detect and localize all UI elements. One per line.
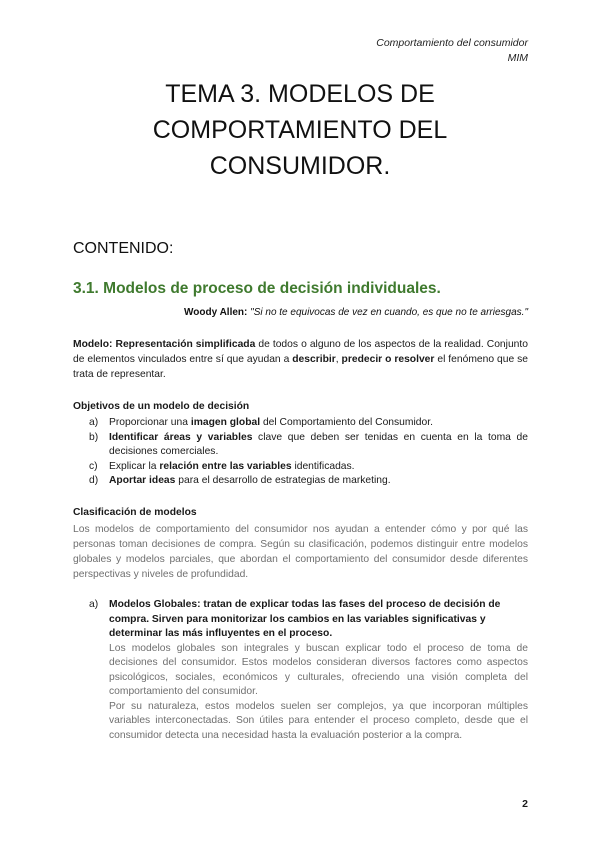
- list-item-modelos-globales: [73, 598, 528, 743]
- list-marker: d): [89, 475, 99, 486]
- modelo-term: Modelo:: [73, 339, 113, 350]
- page-number: 2: [522, 798, 528, 810]
- list-marker: a): [89, 417, 99, 428]
- list-item: b) Identificar áreas y variables clave que deben ser tenidas en cuenta en la toma de decisiones comerciales.: [89, 431, 528, 457]
- contents-heading: CONTENIDO:: [73, 240, 174, 257]
- list-marker: c): [89, 460, 98, 472]
- modelo-definition-paragraph: Modelo: Representación simplificada de todos o alguno de los aspectos de la realidad. Conjunto de elementos vinculados entre sí que ayudan a describir, predecir o resolver el fenómeno que se trata de representar.: [73, 339, 529, 380]
- clasificacion-heading: Clasificación de modelos: [73, 507, 197, 518]
- quote-author: Woody Allen:: [184, 307, 248, 318]
- list-marker: b): [89, 431, 99, 443]
- header-course: MIM: [507, 52, 528, 64]
- title-line-1: TEMA 3. MODELOS DE: [165, 80, 435, 108]
- list-item: d) Aportar ideas para el desarrollo de estrategias de marketing.: [73, 474, 528, 489]
- title-line-3: CONSUMIDOR.: [209, 152, 391, 180]
- modelos-globales-lead: Modelos Globales: tratan de explicar todas las fases del proceso de decisión de compra. Sirven para monitorizar los cambios en las variables significativas y determinar las más influyentes en el proceso.: [109, 599, 501, 639]
- modelos-globales-paragraph-2: Por su naturaleza, estos modelos suelen ser complejos, ya que incorporan múltiples variables interconectadas. Son útiles para entender el proceso completo, desde que el consumidor detecta una necesidad hasta la evaluación posterior a la compra.: [109, 700, 528, 741]
- list-item: c) Explicar la relación entre las variables identificadas.: [73, 460, 528, 475]
- section-heading: 3.1. Modelos de proceso de decisión individuales.: [73, 280, 441, 297]
- objetivos-list: [73, 416, 528, 489]
- title-line-2: COMPORTAMIENTO DEL: [152, 116, 448, 144]
- modelos-list: [73, 598, 528, 743]
- page-title: [60, 76, 540, 184]
- clasificacion-paragraph: Los modelos de comportamiento del consumidor nos ayudan a entender cómo y por qué las personas toman decisiones de compra. Según su clasificación, podemos distinguir entre modelos globales y modelos parciales, que abordan el comportamiento del consumidor desde diferentes perspectivas y niveles de profundidad.: [73, 524, 528, 580]
- objetivos-heading: Objetivos de un modelo de decisión: [73, 401, 250, 412]
- list-marker: a): [89, 599, 99, 610]
- list-item: a) Proporcionar una imagen global del Comportamiento del Consumidor.: [73, 416, 528, 431]
- header-subject: Comportamiento del consumidor: [376, 37, 528, 49]
- running-header: [376, 36, 528, 66]
- modelos-globales-label: Modelos Globales:: [109, 599, 201, 610]
- epigraph-quote: [184, 307, 528, 318]
- quote-text: "Si no te equivocas de vez en cuando, es que no te arriesgas.": [250, 307, 528, 318]
- modelos-globales-paragraph-1: Los modelos globales son integrales y buscan explicar todo el proceso de toma de decisiones del consumidor. Estos modelos consideran diversos factores como aspectos psicológicos, sociales, económicos y culturales, ofreciendo una visión completa del comportamiento del consumidor.: [109, 642, 528, 697]
